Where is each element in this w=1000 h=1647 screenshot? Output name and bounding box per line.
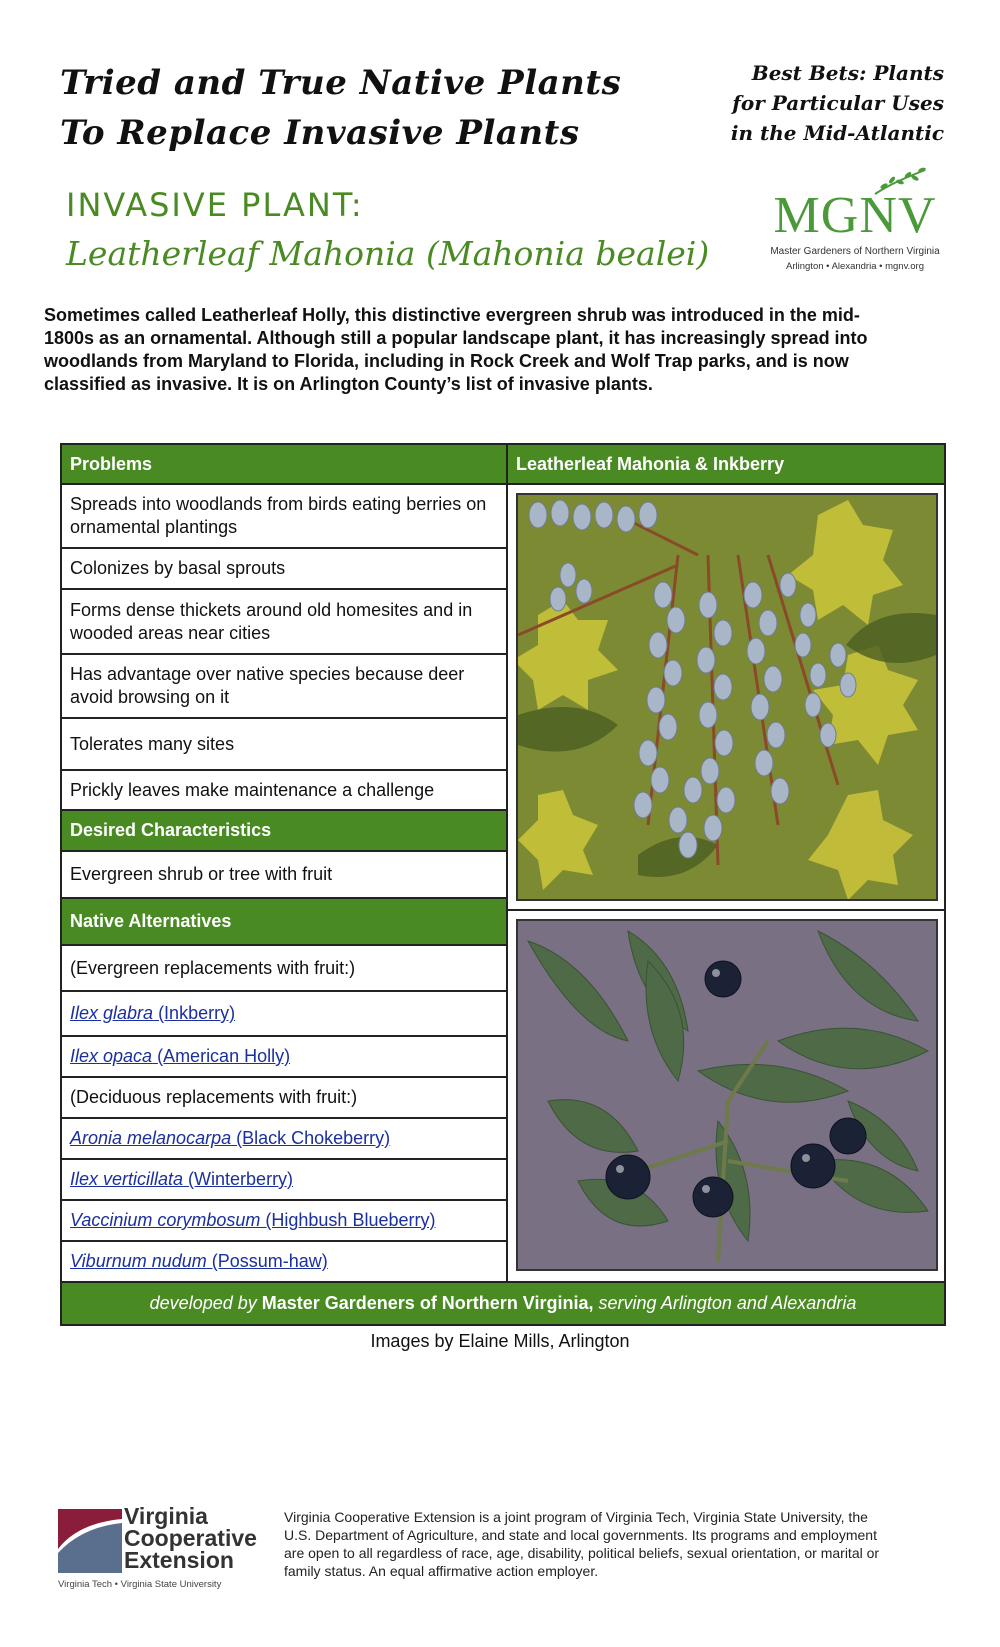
alternative-link[interactable]: Ilex opaca (American Holly) (70, 1046, 291, 1066)
image-credit: Images by Elaine Mills, Arlington (370, 1331, 630, 1351)
mahonia-image (518, 495, 936, 899)
bestbets-line-1: Best Bets: Plants (751, 61, 944, 85)
problem-item: Spreads into woodlands from birds eating berries on ornamental plantings (62, 485, 506, 549)
bestbets-line-3: in the Mid-Atlantic (730, 121, 944, 145)
alternative-link[interactable]: Ilex verticillata (Winterberry) (70, 1169, 294, 1189)
invasive-plant-name: Leatherleaf Mahonia (Mahonia bealei) (66, 234, 710, 273)
problem-item: Has advantage over native species because deer avoid browsing on it (62, 655, 506, 719)
alternative-black-chokeberry[interactable] (62, 1119, 506, 1160)
mgnv-wordmark: MGNV (773, 187, 937, 244)
mgnv-locations: Arlington • Alexandria • mgnv.org (786, 261, 924, 272)
evergreen-note: (Evergreen replacements with fruit:) (62, 946, 506, 992)
inkberry-photo (516, 919, 938, 1271)
inkberry-image (518, 921, 936, 1269)
plant-table (60, 443, 946, 1326)
vce-logo-line-2: Cooperative (124, 1525, 257, 1551)
alternative-link[interactable]: Viburnum nudum (Possum-haw) (70, 1251, 328, 1271)
mgnv-org-name: Master Gardeners of Northern Virginia (770, 246, 940, 257)
desired-characteristics-header: Desired Characteristics (62, 811, 506, 852)
intro-paragraph: Sometimes called Leatherleaf Holly, this distinctive evergreen shrub was introduced in the mid-1800s as an ornamental. Although still a popular landscape plant, it has increasingly spread into woodlands from Maryland to Florida, including in Rock Creek and Wolf Trap parks, and is now classified as invasive. It is on Arlington County’s list of invasive plants. (44, 305, 868, 394)
alternative-link[interactable]: Aronia melanocarpa (Black Chokeberry) (70, 1128, 391, 1148)
vce-statement: Virginia Cooperative Extension is a joint program of Virginia Tech, Virginia State University, the U.S. Department of Agriculture, and state and local governments. Its programs and employment are open to all regardless of race, age, disability, political beliefs, sexual orientation, or marital or family status. An equal affirmative action employer. (284, 1509, 880, 1579)
developed-by-band (62, 1281, 944, 1324)
problem-item: Colonizes by basal sprouts (62, 549, 506, 590)
vce-logo-line-3: Extension (124, 1547, 234, 1573)
problem-item: Tolerates many sites (62, 719, 506, 771)
alternative-highbush-blueberry[interactable] (62, 1201, 506, 1242)
problems-header: Problems (62, 445, 506, 485)
vce-logo-sub: Virginia Tech • Virginia State University (58, 1579, 222, 1590)
alternative-link[interactable]: Ilex glabra (Inkberry) (70, 1003, 236, 1023)
title-line-1: Tried and True Native Plants (60, 63, 622, 103)
title-line-2: To Replace Invasive Plants (60, 113, 580, 153)
alternative-winterberry[interactable] (62, 1160, 506, 1201)
mgnv-logo (760, 166, 950, 276)
bestbets-line-2: for Particular Uses (732, 91, 944, 115)
developed-by-serving: serving Arlington and Alexandria (593, 1293, 857, 1313)
developed-by-label: developed by (149, 1293, 262, 1313)
alternative-link[interactable]: Vaccinium corymbosum (Highbush Blueberry) (70, 1210, 436, 1230)
page-title (60, 58, 621, 158)
alternative-american-holly[interactable] (62, 1037, 506, 1078)
alternative-inkberry[interactable] (62, 992, 506, 1037)
vce-logo-line-1: Virginia (124, 1503, 208, 1529)
photos-header: Leatherleaf Mahonia & Inkberry (508, 445, 944, 485)
table-left-column (62, 445, 506, 1281)
vce-mark-icon (58, 1509, 122, 1573)
table-right-column (506, 445, 944, 1281)
deciduous-note: (Deciduous replacements with fruit:) (62, 1078, 506, 1119)
problem-item: Forms dense thickets around old homesites and in wooded areas near cities (62, 590, 506, 655)
vce-logo (58, 1505, 258, 1595)
desired-item: Evergreen shrub or tree with fruit (62, 852, 506, 899)
mahonia-photo (516, 493, 938, 901)
problem-item: Prickly leaves make maintenance a challenge (62, 771, 506, 811)
native-alternatives-header: Native Alternatives (62, 899, 506, 946)
invasive-plant-label: INVASIVE PLANT: (66, 186, 364, 224)
alternative-possum-haw[interactable] (62, 1242, 506, 1281)
developed-by-org: Master Gardeners of Northern Virginia, (261, 1293, 594, 1313)
series-subtitle (731, 58, 944, 148)
photo-divider (508, 909, 944, 911)
